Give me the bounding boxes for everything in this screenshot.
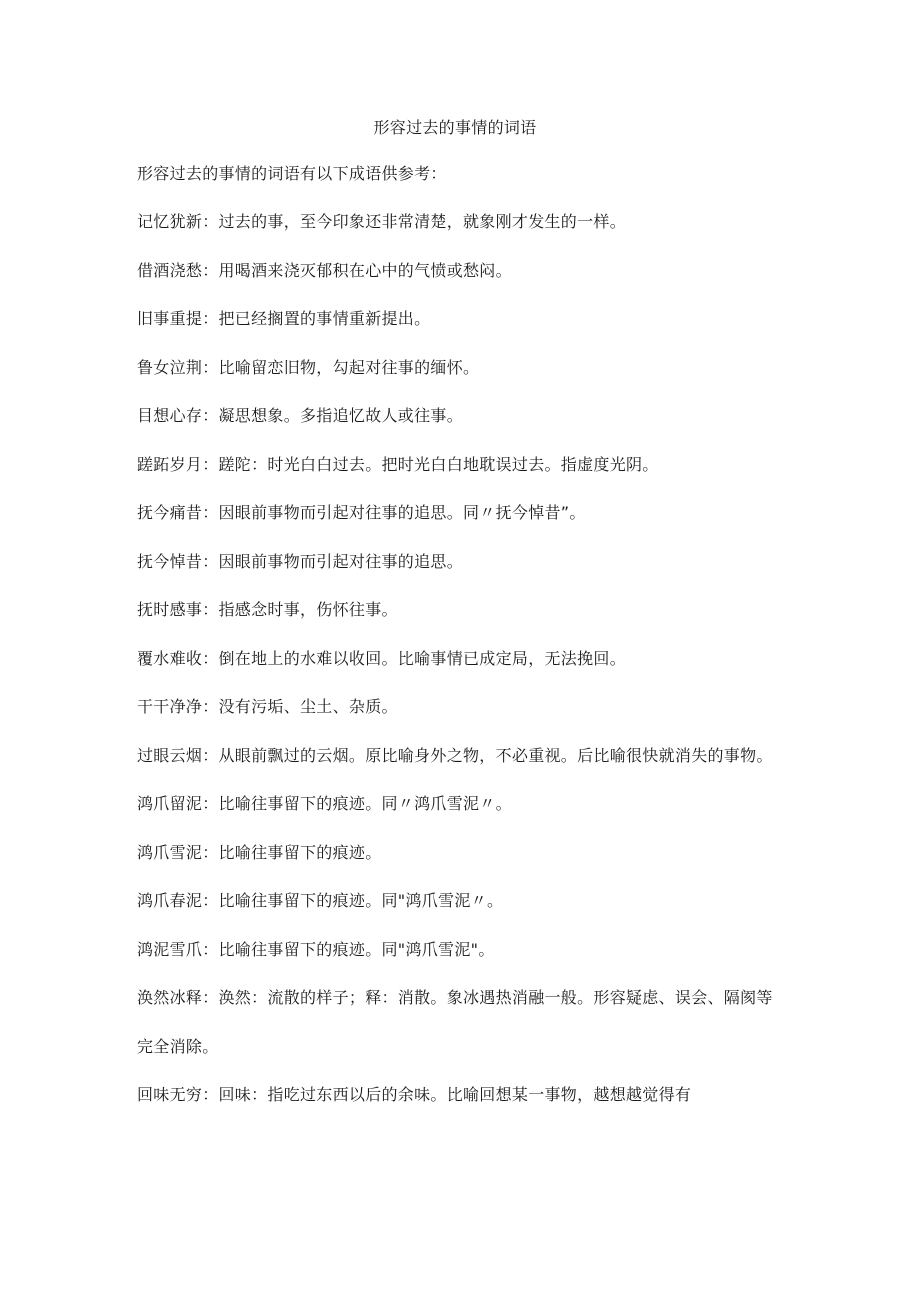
idiom-entry: 记忆犹新：过去的事，至今印象还非常清楚，就象刚才发生的一样。 (137, 212, 627, 231)
idiom-entry: 鲁女泣荆：比喻留恋旧物，勾起对往事的缅怀。 (137, 357, 480, 377)
idiom-entry: 抚时感事：指感念时事，伤怀往事。 (137, 600, 398, 619)
idiom-entry: 借酒浇愁：用喝酒来浇灭郁积在心中的气愤或愁闷。 (137, 260, 512, 280)
idiom-entry: 抚今悼昔：因眼前事物而引起对往事的追思。 (137, 551, 464, 571)
idiom-list (137, 198, 777, 1120)
idiom-entry: 旧事重提：把已经搁置的事情重新提出。 (137, 309, 431, 328)
idiom-entry: 回味无穷：回味：指吃过东西以后的余味。比喻回想某一事物，越想越觉得有 (137, 1085, 692, 1104)
idiom-entry: 鸿爪留泥：比喻往事留下的痕迹。同〃鸿爪雪泥〃。 (137, 794, 512, 813)
idiom-entry: 过眼云烟：从眼前飘过的云烟。原比喻身外之物，不必重视。后比喻很快就消失的事物。 (137, 745, 773, 765)
idiom-entry: 覆水难收：倒在地上的水难以收回。比喻事情已成定局，无法挽回。 (137, 648, 627, 668)
idiom-entry: 鸿爪雪泥：比喻往事留下的痕迹。 (137, 842, 382, 862)
document-title: 形容过去的事情的词语 (373, 118, 537, 137)
idiom-entry: 干干净净：没有污垢、尘土、杂质。 (137, 697, 398, 716)
idiom-entry: 鸿爪春泥：比喻往事留下的痕迹。同"鸿爪雪泥〃。 (137, 891, 504, 910)
idiom-entry: 抚今痛昔：因眼前事物而引起对往事的追思。同〃抚今悼昔”。 (137, 503, 586, 522)
idiom-entry: 涣然冰释：涣然：流散的样子；释：消散。象冰遇热消融一般。形容疑虑、误会、隔阂等完全消除。 (137, 988, 773, 1056)
intro-paragraph: 形容过去的事情的词语有以下成语供参考： (137, 164, 447, 183)
idiom-entry: 蹉跖岁月：蹉陀：时光白白过去。把时光白白地耽误过去。指虚度光阴。 (137, 454, 659, 474)
idiom-entry: 鸿泥雪爪：比喻往事留下的痕迹。同"鸿爪雪泥"。 (137, 939, 495, 959)
idiom-entry: 目想心存：凝思想象。多指追忆故人或往事。 (137, 406, 464, 425)
